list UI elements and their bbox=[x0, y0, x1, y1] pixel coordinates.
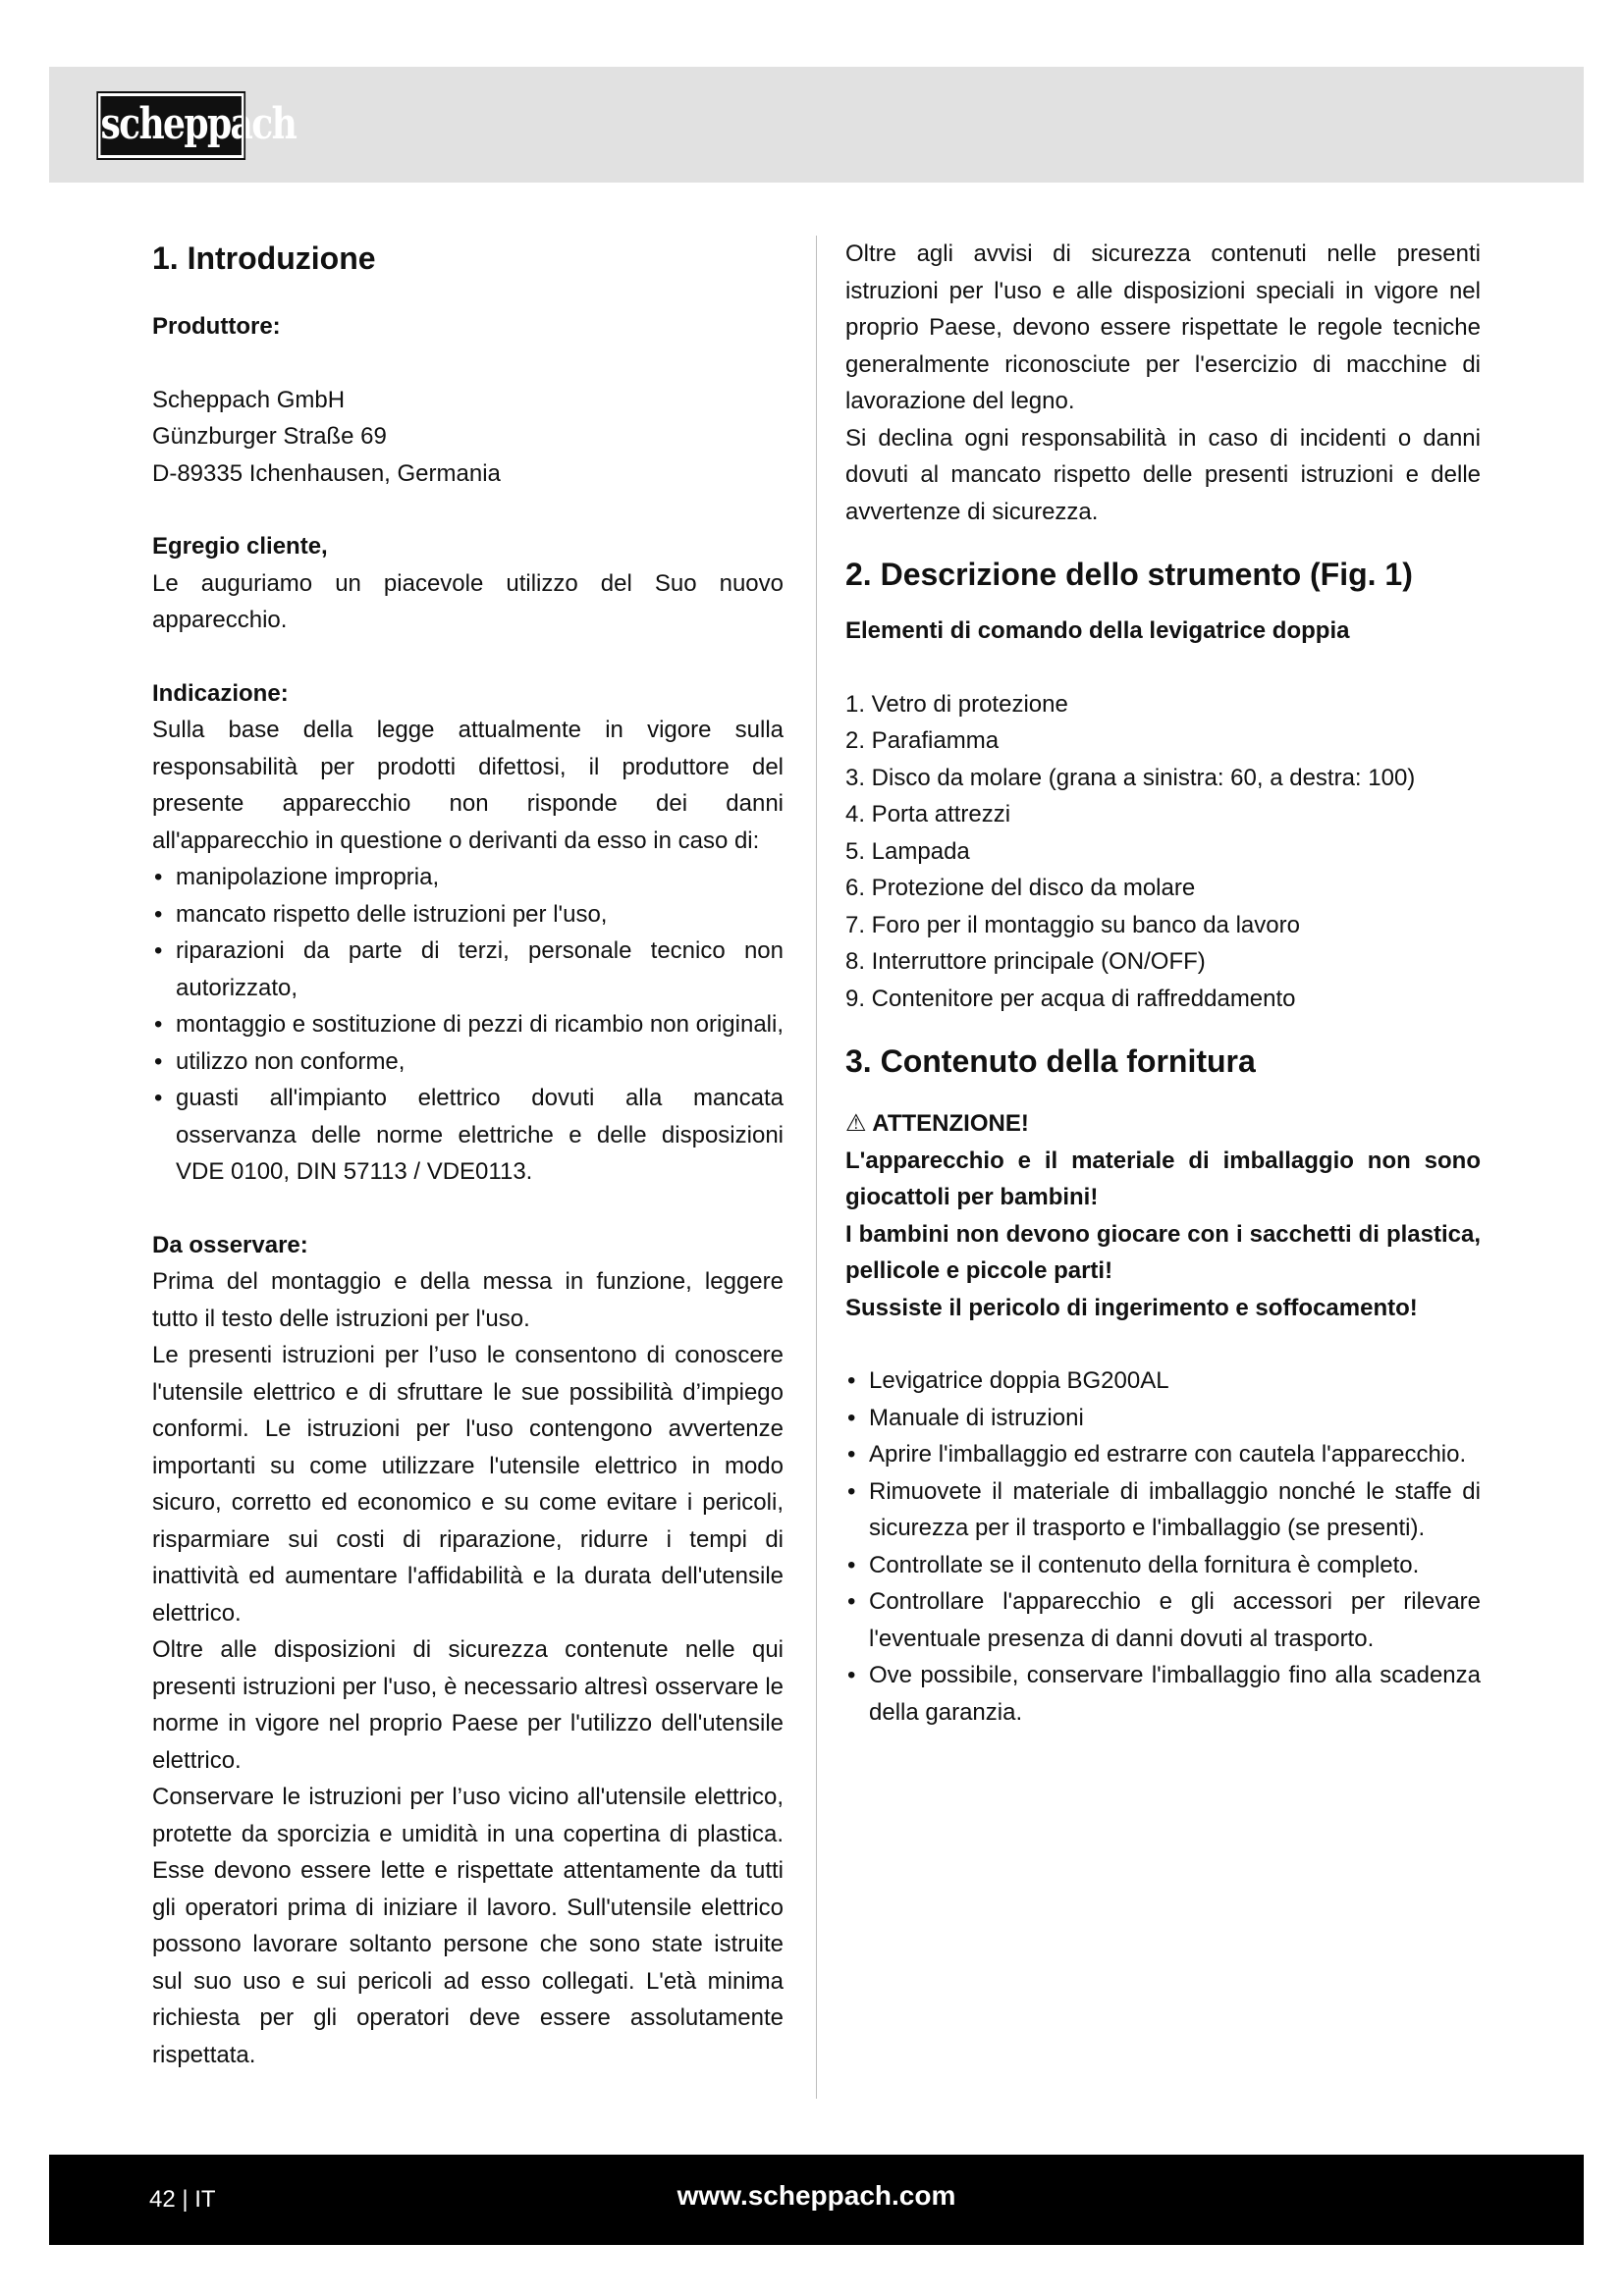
list-item: • Controllare l'apparecchio e gli accessori per rilevare l'eventuale presenza di danni dovuti al trasporto. bbox=[845, 1583, 1481, 1657]
manufacturer-label: Produttore: bbox=[152, 313, 281, 340]
warning-icon: ⚠ bbox=[845, 1110, 867, 1137]
list-item: 9. Contenitore per acqua di raffreddamento bbox=[845, 985, 1296, 1012]
list-item: • montaggio e sostituzione di pezzi di ricambio non originali, bbox=[152, 1006, 784, 1043]
description-title: 2. Descrizione dello strumento (Fig. 1) bbox=[845, 557, 1413, 592]
list-item: 5. Lampada bbox=[845, 837, 970, 865]
intro-title: 1. Introduzione bbox=[152, 240, 376, 276]
list-item: • utilizzo non conforme, bbox=[152, 1043, 784, 1081]
warning-line: L'apparecchio e il materiale di imballaggio non sono giocattoli per bambini! bbox=[845, 1147, 1481, 1210]
list-item: • Rimuovete il materiale di imballaggio nonché le staffe di sicurezza per il trasporto e l'imballaggio (se presenti). bbox=[845, 1473, 1481, 1547]
delivery-list bbox=[845, 1362, 1481, 1731]
list-item: • Levigatrice doppia BG200AL bbox=[845, 1362, 1481, 1400]
safety-paragraph: Oltre agli avvisi di sicurezza contenuti nelle presenti istruzioni per l'uso e alle disposizioni speciali in vigore nel proprio Paese, devono essere rispettate le regole tecniche generalmente riconosciute per l'esercizio di macchine di lavorazione del legno. bbox=[845, 240, 1481, 414]
footer-bar bbox=[49, 2155, 1584, 2245]
indication-list bbox=[152, 859, 784, 1191]
address-line: Günzburger Straße 69 bbox=[152, 423, 387, 450]
observe-paragraph: Oltre alle disposizioni di sicurezza contenute nelle qui presenti istruzioni per l'uso, è necessario altresì osservare le norme in vigore nel proprio Paese per l'utilizzo dell'utensile elettrico. bbox=[152, 1636, 784, 1774]
address-line: D-89335 Ichenhausen, Germania bbox=[152, 459, 501, 487]
indication-title: Indicazione: bbox=[152, 679, 289, 707]
column-divider bbox=[816, 236, 817, 2099]
liability-paragraph: Si declina ogni responsabilità in caso di incidenti o danni dovuti al mancato rispetto delle presenti istruzioni e delle avvertenze di sicurezza. bbox=[845, 424, 1481, 525]
list-item: • Aprire l'imballaggio ed estrarre con cautela l'apparecchio. bbox=[845, 1436, 1481, 1473]
warning-heading bbox=[845, 1105, 1481, 1143]
list-item: 4. Porta attrezzi bbox=[845, 801, 1011, 828]
warning-line: I bambini non devono giocare con i sacchetti di plastica, pellicole e piccole parti! bbox=[845, 1220, 1481, 1284]
scheppach-logo: scheppach bbox=[98, 93, 244, 158]
observe-paragraph: Conservare le istruzioni per l’uso vicino all'utensile elettrico, protette da sporcizia e umidità in una copertina di plastica. Esse devono essere lette e rispettate attentamente da tutti gli operatori prima di iniziare il lavoro. Sull'utensile elettrico possono lavorare soltanto persone che sono state istruite sul suo uso e sui pericoli ad esso collegati. L'età minima richiesta per gli operatori deve essere assolutamente rispettata. bbox=[152, 1784, 784, 2068]
list-item: • mancato rispetto delle istruzioni per l'uso, bbox=[152, 896, 784, 934]
left-column bbox=[152, 236, 784, 2073]
list-item: 3. Disco da molare (grana a sinistra: 60, a destra: 100) bbox=[845, 764, 1416, 791]
indication-text: Sulla base della legge attualmente in vigore sulla responsabilità per prodotti difettosi, il produttore del presente apparecchio non risponde dei danni all'apparecchio in questione o derivanti da esso in caso di: bbox=[152, 717, 784, 854]
delivery-title: 3. Contenuto della fornitura bbox=[845, 1043, 1256, 1079]
page-number: 42 | IT bbox=[149, 2186, 216, 2213]
list-item: 6. Protezione del disco da molare bbox=[845, 875, 1196, 901]
list-item: • Controllate se il contenuto della fornitura è completo. bbox=[845, 1547, 1481, 1584]
right-column bbox=[845, 236, 1481, 1731]
list-item: 1. Vetro di protezione bbox=[845, 690, 1068, 718]
address-line: Scheppach GmbH bbox=[152, 386, 346, 413]
greeting-title: Egregio cliente, bbox=[152, 533, 328, 560]
list-item: • Ove possibile, conservare l'imballaggio fino alla scadenza della garanzia. bbox=[845, 1657, 1481, 1731]
observe-title: Da osservare: bbox=[152, 1231, 308, 1258]
controls-title: Elementi di comando della levigatrice doppia bbox=[845, 617, 1350, 644]
list-item: • riparazioni da parte di terzi, personale tecnico non autorizzato, bbox=[152, 933, 784, 1006]
website-link[interactable]: www.scheppach.com bbox=[677, 2180, 956, 2211]
observe-paragraph: Prima del montaggio e della messa in funzione, leggere tutto il testo delle istruzioni per l'uso. bbox=[152, 1268, 784, 1332]
list-item: 2. Parafiamma bbox=[845, 727, 1000, 754]
warning-label: ATTENZIONE! bbox=[872, 1110, 1029, 1137]
observe-paragraph: Le presenti istruzioni per l’uso le consentono di conoscere l'utensile elettrico e di sfruttare le sue possibilità d’impiego conformi. Le istruzioni per l'uso contengono avvertenze importanti su come utilizzare l'utensile elettrico in modo sicuro, corretto ed economico e su come evitare i pericoli, risparmiare sui costi di riparazione, ridurre i tempi di inattività ed aumentare l'affidabilità e la durata dell'utensile elettrico. bbox=[152, 1342, 784, 1627]
list-item: 7. Foro per il montaggio su banco da lavoro bbox=[845, 911, 1300, 938]
header-bar bbox=[49, 67, 1584, 183]
controls-list bbox=[845, 686, 1481, 1018]
list-item: • manipolazione impropria, bbox=[152, 859, 784, 896]
list-item: 8. Interruttore principale (ON/OFF) bbox=[845, 948, 1206, 975]
list-item: • Manuale di istruzioni bbox=[845, 1400, 1481, 1437]
list-item: • guasti all'impianto elettrico dovuti alla mancata osservanza delle norme elettriche e delle disposizioni VDE 0100, DIN 57113 / VDE0113. bbox=[152, 1080, 784, 1191]
greeting-text: Le auguriamo un piacevole utilizzo del Suo nuovo apparecchio. bbox=[152, 569, 784, 633]
warning-line: Sussiste il pericolo di ingerimento e soffocamento! bbox=[845, 1294, 1418, 1321]
